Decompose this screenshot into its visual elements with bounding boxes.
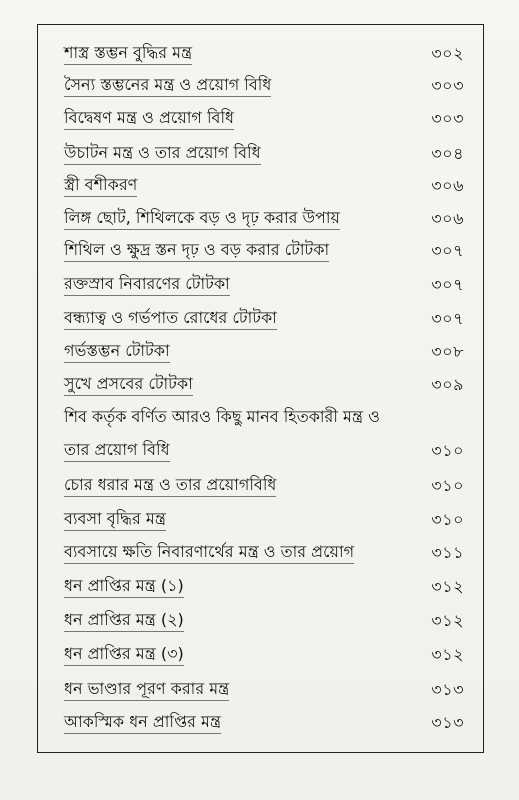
toc-entry-page: ৩০৬	[431, 176, 464, 195]
toc-entry	[64, 271, 464, 299]
toc-entry	[64, 709, 464, 737]
toc-entry-page: ৩০৭	[431, 241, 464, 260]
toc-entry-page: ৩০৭	[431, 275, 464, 294]
toc-entry	[64, 641, 464, 669]
toc-entry	[64, 72, 464, 100]
toc-entry-page: ৩১০	[431, 510, 464, 529]
toc-entry	[64, 205, 464, 233]
toc-entry-title: ব্যবসা বৃদ্ধির মন্ত্র	[64, 509, 166, 531]
toc-entry-page: ৩১০	[431, 476, 464, 495]
toc-entry-page: ৩০৩	[431, 76, 464, 95]
toc-entry-continued	[64, 403, 464, 431]
toc-entry-title: ধন প্রাপ্তির মন্ত্র (৩)	[64, 644, 184, 666]
toc-entry-page: ৩০৯	[431, 375, 464, 394]
toc-entry-page: ৩০৬	[431, 209, 464, 228]
toc-entry	[64, 607, 464, 635]
toc-entry	[64, 472, 464, 500]
toc-entry	[64, 105, 464, 133]
toc-entry-title: শিথিল ও ক্ষুদ্র স্তন দৃঢ় ও বড় করার টোটকা	[64, 240, 329, 262]
toc-entry-page: ৩০৭	[431, 309, 464, 328]
toc-entry-title: বিদ্বেষণ মন্ত্র ও প্রয়োগ বিধি	[64, 108, 234, 130]
toc-entry-title: শিব কর্তৃক বর্ণিত আরও কিছু মানব হিতকারী মন্ত্র ও	[64, 406, 380, 426]
toc-entry	[64, 437, 464, 465]
toc-entry-title: গর্ভস্তম্ভন টোটকা	[64, 341, 170, 363]
toc-entry-title: স্ত্রী বশীকরণ	[64, 175, 137, 197]
toc-entry-title: ব্যবসায়ে ক্ষতি নিবারণার্থের মন্ত্র ও তার প্রয়োগ	[64, 542, 354, 564]
toc-entry-page: ৩০৮	[431, 342, 464, 361]
toc-entry-page: ৩১০	[431, 441, 464, 460]
toc-entry	[64, 40, 464, 68]
toc-entry-title: আকস্মিক ধন প্রাপ্তির মন্ত্র	[64, 712, 221, 734]
toc-entry	[64, 676, 464, 704]
toc-entry-title: বন্ধ্যাত্ব ও গর্ভপাত রোধের টোটকা	[64, 308, 277, 330]
toc-entry-title: সুখে প্রসবের টোটকা	[64, 374, 193, 396]
toc-entry	[64, 539, 464, 567]
toc-entry-title: ধন প্রাপ্তির মন্ত্র (১)	[64, 576, 184, 598]
toc-entry-title: শাস্ত্র স্তম্ভন বুদ্ধির মন্ত্র	[64, 43, 192, 65]
toc-entry-title: তার প্রয়োগ বিধি	[64, 440, 170, 462]
toc-entry-page: ৩১৩	[431, 680, 464, 699]
toc-entry-page: ৩১২	[431, 611, 464, 630]
toc-entry	[64, 338, 464, 366]
toc-entry-title: ধন প্রাপ্তির মন্ত্র (২)	[64, 610, 184, 632]
toc-entry	[64, 506, 464, 534]
toc-entry-page: ৩১২	[431, 645, 464, 664]
toc-entry-page: ৩০২	[431, 44, 464, 63]
toc-entry-title: চোর ধরার মন্ত্র ও তার প্রয়োগবিধি	[64, 475, 276, 497]
toc-entry-page: ৩১৩	[431, 713, 464, 732]
toc-entry-page: ৩০৪	[431, 144, 464, 163]
toc-entry-page: ৩১২	[431, 577, 464, 596]
toc-entry-title: রক্তস্রাব নিবারণের টোটকা	[64, 274, 230, 296]
toc-entry	[64, 172, 464, 200]
toc-entry	[64, 305, 464, 333]
toc-entry-title: লিঙ্গ ছোট, শিথিলকে বড় ও দৃঢ় করার উপায়	[64, 208, 340, 230]
toc-entry	[64, 371, 464, 399]
toc-entry-page: ৩১১	[431, 543, 464, 562]
toc-entry	[64, 573, 464, 601]
toc-entry-title: ধন ভাণ্ডার পূরণ করার মন্ত্র	[64, 679, 229, 701]
toc-entry-page: ৩০৩	[431, 109, 464, 128]
toc-entry	[64, 140, 464, 168]
toc-entry	[64, 237, 464, 265]
toc-entry-title: সৈন্য স্তম্ভনের মন্ত্র ও প্রয়োগ বিধি	[64, 75, 271, 97]
toc-entry-title: উচাটন মন্ত্র ও তার প্রয়োগ বিধি	[64, 143, 261, 165]
